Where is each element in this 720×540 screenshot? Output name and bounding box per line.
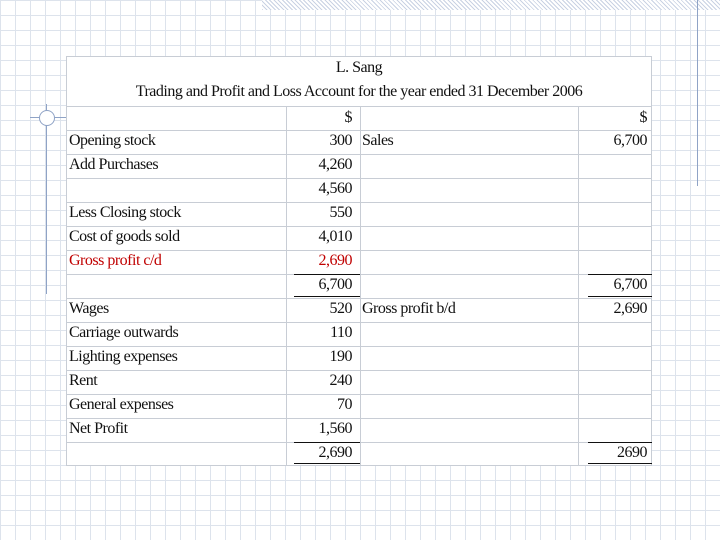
debit-amount-cost-of-goods-sold: 4,010 — [318, 228, 352, 245]
debit-label-wages: Wages — [69, 300, 109, 317]
debit-label-closing-stock: Less Closing stock — [69, 204, 181, 221]
debit-label-gross-profit-cd: Gross profit c/d — [69, 252, 162, 269]
slide-decoration-vline — [46, 104, 47, 294]
total-underline — [294, 463, 360, 464]
debit-amount-opening-stock: 300 — [329, 132, 352, 149]
credit-label-gross-profit-bd: Gross profit b/d — [362, 300, 456, 317]
total-underline — [294, 296, 360, 297]
grid-line — [66, 56, 67, 466]
grid-line — [651, 56, 652, 466]
debit-label-lighting-expenses: Lighting expenses — [69, 348, 178, 365]
debit-amount-trading-total: 6,700 — [318, 276, 352, 293]
account-sheet — [66, 56, 652, 466]
debit-amount-net-profit: 1,560 — [318, 420, 352, 437]
grid-line — [66, 298, 652, 299]
debit-amount-add-purchases: 4,260 — [318, 156, 352, 173]
debit-label-carriage-outwards: Carriage outwards — [69, 324, 179, 341]
debit-amount-wages: 520 — [329, 300, 352, 317]
debit-amount-subtotal: 4,560 — [318, 180, 352, 197]
grid-line — [66, 106, 652, 107]
header-hatch-band — [262, 0, 720, 10]
debit-amount-pl-total: 2,690 — [318, 444, 352, 461]
debit-amount-lighting-expenses: 190 — [329, 348, 352, 365]
debit-label-general-expenses: General expenses — [69, 396, 174, 413]
grid-line — [360, 106, 361, 466]
credit-label-sales: Sales — [362, 132, 394, 149]
grid-line — [66, 178, 652, 179]
currency-header-credit: $ — [639, 109, 647, 126]
debit-label-opening-stock: Opening stock — [69, 132, 156, 149]
debit-amount-carriage-outwards: 110 — [330, 324, 352, 341]
grid-line — [66, 56, 652, 57]
debit-amount-general-expenses: 70 — [337, 396, 352, 413]
grid-line — [66, 418, 652, 419]
account-holder-name: L. Sang — [335, 59, 383, 76]
grid-line — [578, 106, 579, 466]
debit-amount-closing-stock: 550 — [329, 204, 352, 221]
credit-amount-trading-total: 6,700 — [613, 276, 647, 293]
debit-label-cost-of-goods-sold: Cost of goods sold — [69, 228, 180, 245]
debit-label-add-purchases: Add Purchases — [69, 156, 159, 173]
debit-label-rent: Rent — [69, 372, 98, 389]
currency-header-debit: $ — [344, 109, 352, 126]
debit-amount-rent: 240 — [329, 372, 352, 389]
credit-amount-pl-total: 2690 — [617, 444, 647, 461]
credit-amount-sales: 6,700 — [613, 132, 647, 149]
debit-label-net-profit: Net Profit — [69, 420, 128, 437]
total-underline — [588, 463, 652, 464]
slide-decoration-right-vline — [697, 0, 698, 186]
grid-line — [66, 465, 652, 466]
debit-amount-gross-profit-cd: 2,690 — [318, 252, 352, 269]
total-underline — [588, 296, 652, 297]
account-title: Trading and Profit and Loss Account for the year ended 31 December 2006 — [135, 83, 583, 100]
slide-decoration-circle — [39, 110, 55, 126]
grid-line — [66, 370, 652, 371]
credit-amount-gross-profit-bd: 2,690 — [613, 300, 647, 317]
